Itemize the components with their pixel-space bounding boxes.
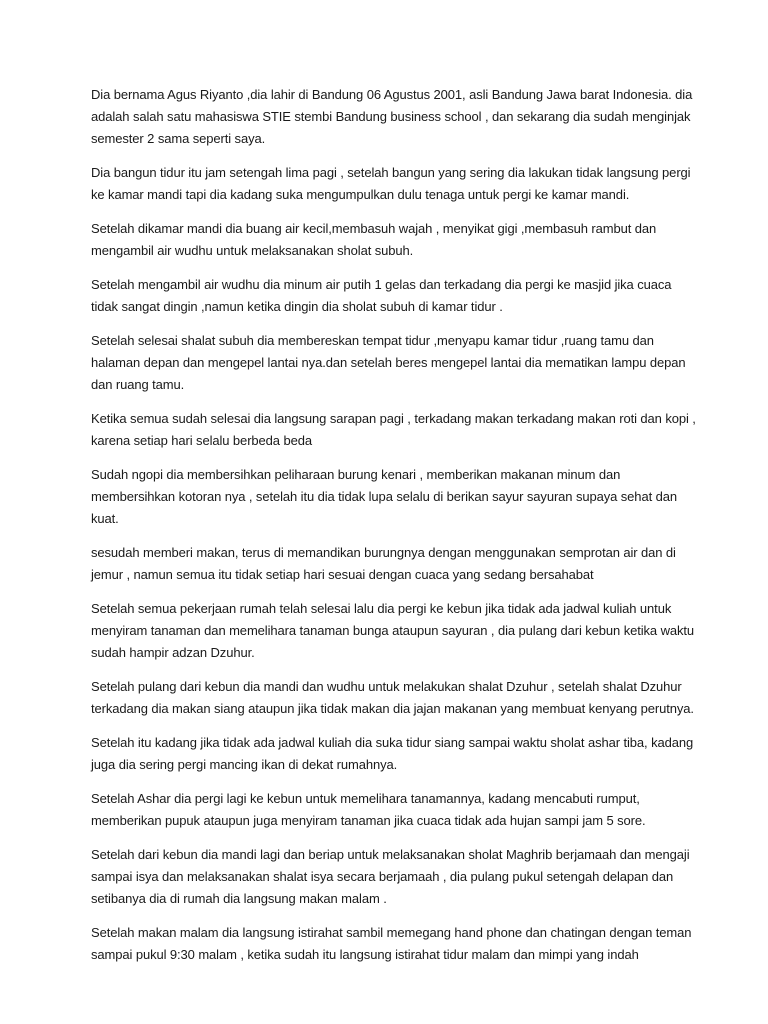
paragraph-14: Setelah makan malam dia langsung istirahat sambil memegang hand phone dan chatingan dengan teman sampai pukul 9:30 malam , ketika sudah itu langsung istirahat tidur malam dan mimpi yang indah bbox=[91, 925, 692, 962]
paragraph-4: Setelah mengambil air wudhu dia minum air putih 1 gelas dan terkadang dia pergi ke masjid jika cuaca tidak sangat dingin ,namun ketika dingin dia sholat subuh di kamar tidur . bbox=[91, 277, 672, 314]
paragraph-10: Setelah pulang dari kebun dia mandi dan wudhu untuk melakukan shalat Dzuhur , setelah shalat Dzuhur terkadang dia makan siang ataupun jika tidak makan dia jajan makanan yang membuat kenyang perutnya. bbox=[91, 679, 694, 716]
paragraph-11: Setelah itu kadang jika tidak ada jadwal kuliah dia suka tidur siang sampai waktu sholat ashar tiba, kadang juga dia sering pergi mancing ikan di dekat rumahnya. bbox=[91, 735, 694, 772]
paragraph-12: Setelah Ashar dia pergi lagi ke kebun untuk memelihara tanamannya, kadang mencabuti rumput, memberikan pupuk ataupun juga menyiram tanaman jika cuaca tidak ada hujan sampi jam 5 sore. bbox=[91, 791, 646, 828]
paragraph-6: Ketika semua sudah selesai dia langsung sarapan pagi , terkadang makan terkadang makan roti dan kopi , karena setiap hari selalu berbeda beda bbox=[91, 411, 696, 448]
paragraph-8: sesudah memberi makan, terus di memandikan burungnya dengan menggunakan semprotan air dan di jemur , namun semua itu tidak setiap hari sesuai dengan cuaca yang sedang bersahabat bbox=[91, 545, 676, 582]
paragraph-13: Setelah dari kebun dia mandi lagi dan beriap untuk melaksanakan sholat Maghrib berjamaah dan mengaji sampai isya dan melaksanakan shalat isya secara berjamaah , dia pulang pukul setengah delapan dan setibanya dia di rumah dia langsung makan malam . bbox=[91, 847, 690, 906]
paragraph-1: Dia bernama Agus Riyanto ,dia lahir di Bandung 06 Agustus 2001, asli Bandung Jawa barat Indonesia. dia adalah salah satu mahasiswa STIE stembi Bandung business school , dan sekarang dia sudah menginjak semester 2 sama seperti saya. bbox=[91, 87, 693, 146]
paragraph-2: Dia bangun tidur itu jam setengah lima pagi , setelah bangun yang sering dia lakukan tidak langsung pergi ke kamar mandi tapi dia kadang suka mengumpulkan dulu tenaga untuk pergi ke kamar mandi. bbox=[91, 165, 691, 202]
paragraph-3: Setelah dikamar mandi dia buang air kecil,membasuh wajah , menyikat gigi ,membasuh rambut dan mengambil air wudhu untuk melaksanakan sholat subuh. bbox=[91, 221, 657, 258]
paragraph-5: Setelah selesai shalat subuh dia membereskan tempat tidur ,menyapu kamar tidur ,ruang tamu dan halaman depan dan mengepel lantai nya.dan setelah beres mengepel lantai dia mematikan lampu depan dan ruang tamu. bbox=[91, 333, 686, 392]
paragraph-7: Sudah ngopi dia membersihkan peliharaan burung kenari , memberikan makanan minum dan membersihkan kotoran nya , setelah itu dia tidak lupa selalu di berikan sayur sayuran supaya sehat dan kuat. bbox=[91, 467, 677, 526]
paragraph-9: Setelah semua pekerjaan rumah telah selesai lalu dia pergi ke kebun jika tidak ada jadwal kuliah untuk menyiram tanaman dan memelihara tanaman bunga ataupun sayuran , dia pulang dari kebun ketika waktu sudah hampir adzan Dzuhur. bbox=[91, 601, 695, 660]
